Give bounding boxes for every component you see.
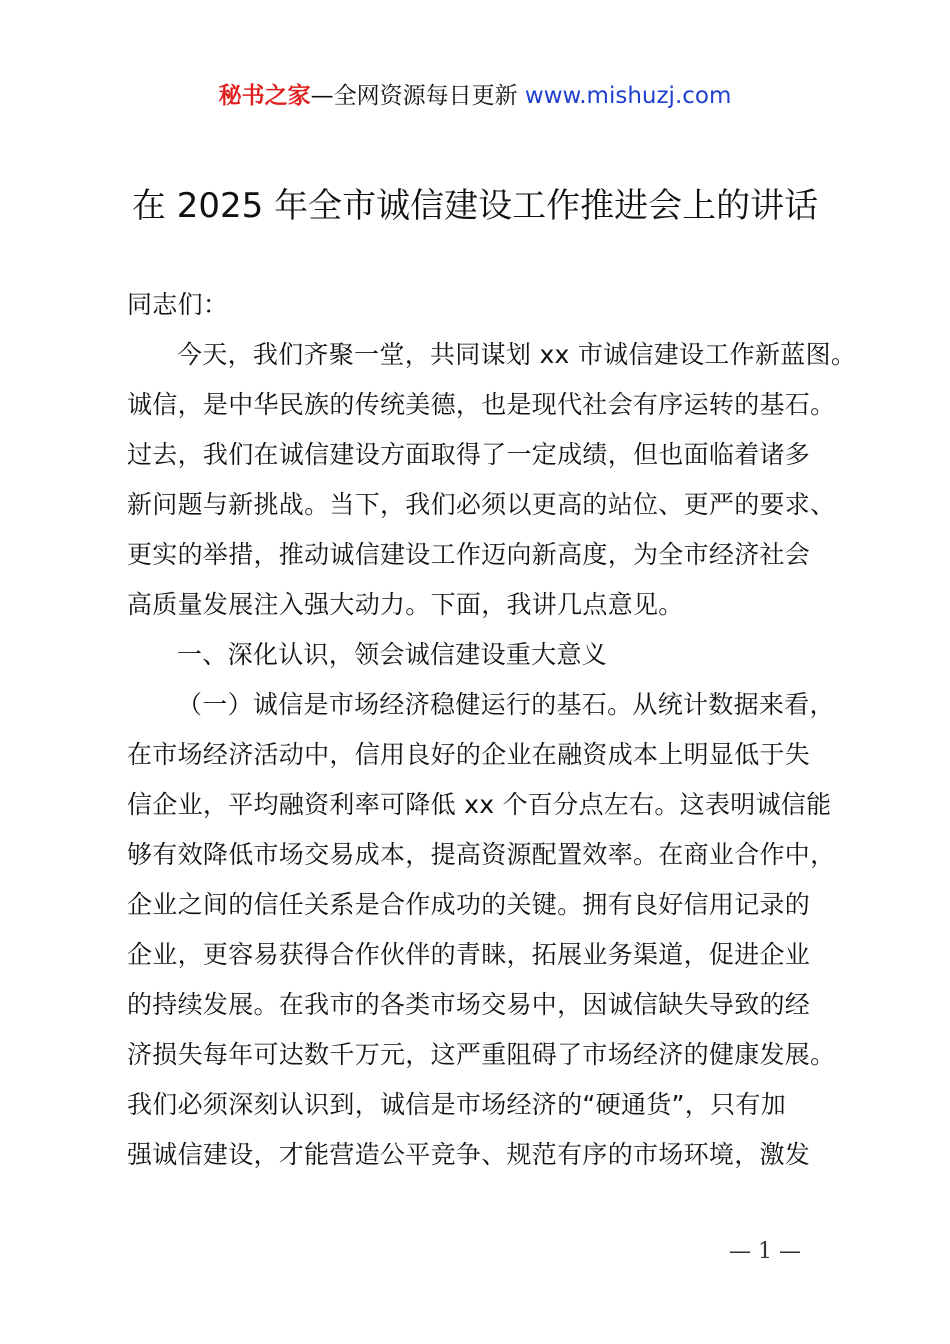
paragraph-line: 企业之间的信任关系是合作成功的关键。拥有良好信用记录的 bbox=[127, 890, 811, 919]
site-url-link[interactable]: www.mishuzj.com bbox=[524, 83, 732, 109]
paragraph-line: 信企业，平均融资利率可降低 xx 个百分点左右。这表明诚信能 bbox=[127, 790, 832, 819]
header-tagline: —全网资源每日更新 bbox=[310, 83, 518, 109]
paragraph-line: 过去，我们在诚信建设方面取得了一定成绩，但也面临着诸多 bbox=[127, 440, 811, 469]
paragraph-line: 新问题与新挑战。当下，我们必须以更高的站位、更严的要求、 bbox=[127, 490, 836, 519]
paragraph-line: 强诚信建设，才能营造公平竞争、规范有序的市场环境，激发 bbox=[127, 1140, 811, 1169]
paragraph-line: （一）诚信是市场经济稳健运行的基石。从统计数据来看， bbox=[177, 690, 835, 719]
site-header bbox=[0, 80, 950, 112]
document-title: 在 2025 年全市诚信建设工作推进会上的讲话 bbox=[131, 186, 819, 226]
paragraph-line: 高质量发展注入强大动力。下面，我讲几点意见。 bbox=[127, 590, 684, 619]
paragraph-line: 企业，更容易获得合作伙伴的青睐，拓展业务渠道，促进企业 bbox=[127, 940, 811, 969]
paragraph-line: 在市场经济活动中，信用良好的企业在融资成本上明显低于失 bbox=[127, 740, 811, 769]
paragraph-line: 我们必须深刻认识到，诚信是市场经济的“硬通货”，只有加 bbox=[127, 1090, 787, 1119]
section-heading: 一、深化认识，领会诚信建设重大意义 bbox=[177, 640, 608, 669]
paragraph-line: 够有效降低市场交易成本，提高资源配置效率。在商业合作中， bbox=[127, 840, 836, 869]
page-number: — 1 — bbox=[729, 1239, 801, 1264]
brand-name: 秘书之家 bbox=[218, 83, 311, 109]
paragraph-line: 的持续发展。在我市的各类市场交易中，因诚信缺失导致的经 bbox=[127, 990, 811, 1019]
document-body bbox=[127, 280, 857, 1180]
salutation: 同志们： bbox=[127, 290, 229, 319]
paragraph-line: 济损失每年可达数千万元，这严重阻碍了市场经济的健康发展。 bbox=[127, 1040, 836, 1069]
paragraph-line: 更实的举措，推动诚信建设工作迈向新高度，为全市经济社会 bbox=[127, 540, 811, 569]
paragraph-line: 今天，我们齐聚一堂，共同谋划 xx 市诚信建设工作新蓝图。 bbox=[177, 340, 857, 369]
paragraph-line: 诚信，是中华民族的传统美德，也是现代社会有序运转的基石。 bbox=[127, 390, 836, 419]
